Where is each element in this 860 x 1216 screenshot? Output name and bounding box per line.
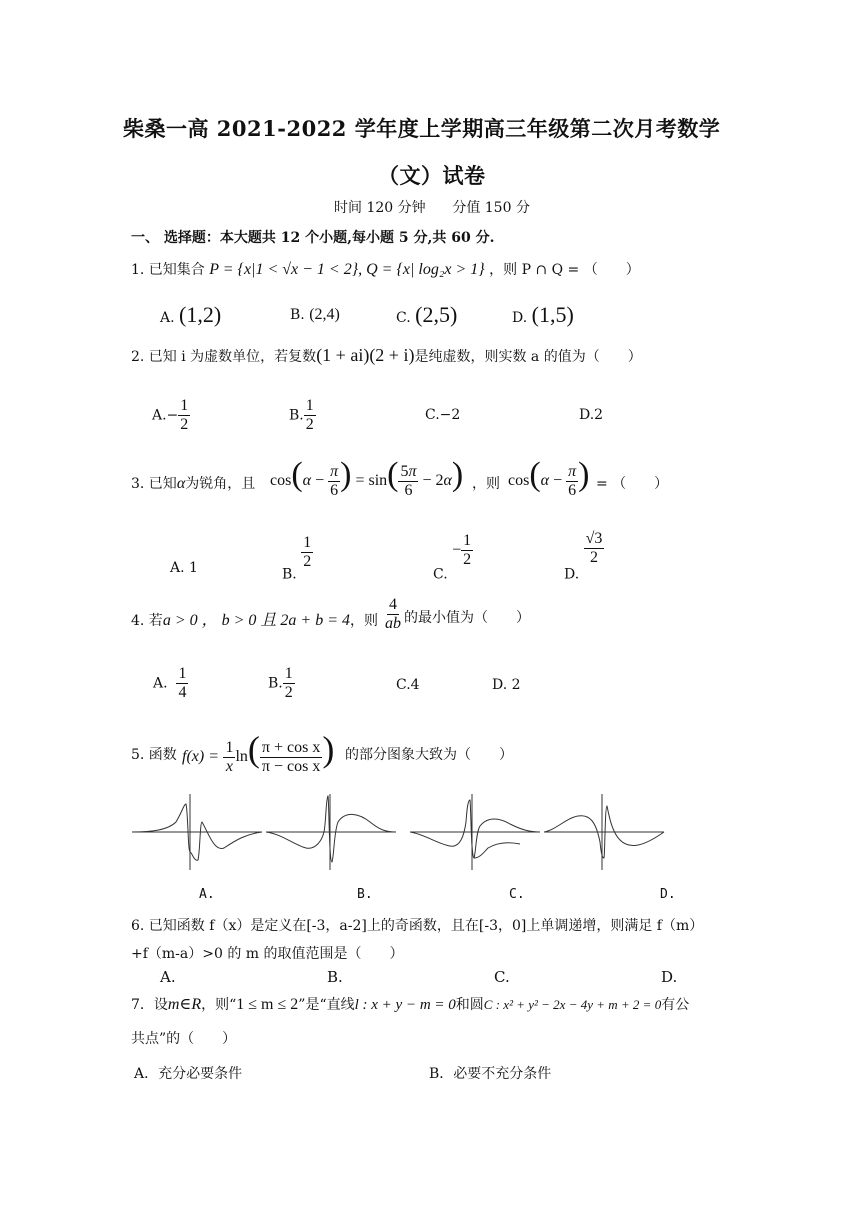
q3-option-a: A. 1 xyxy=(170,560,198,576)
q4-fraction: $\frac{4}{ab}$ xyxy=(385,596,401,632)
question-7-line2: 共点”的（ ） xyxy=(131,1031,237,1047)
graph-d xyxy=(544,792,666,872)
question-1 xyxy=(131,259,640,279)
graph-a-label: A. xyxy=(199,887,215,902)
q3-prefix: 3. 已知α为锐角，且 xyxy=(131,475,256,492)
q1-option-c: C. (2,5) xyxy=(396,302,458,327)
q2-expression: (1 + ai)(2 + i) xyxy=(316,345,415,365)
q1-suffix: ，则 P ∩ Q = （ ） xyxy=(489,262,640,278)
q2-option-a: A.− $\frac{1}{2}$ xyxy=(152,397,189,433)
question-7-line1: 7．设m∈R，则“1 ≤ m ≤ 2”是“直线l : x + y − m = 0和圆C : x² + y² − 2x − 4y + m + 2 = 0有公 xyxy=(131,996,690,1013)
q6-option-b: B. xyxy=(327,968,343,986)
question-6-line2: +f（m-a）>0 的 m 的取值范围是（ ） xyxy=(131,946,404,962)
q7-option-a: A．充分必要条件 xyxy=(134,1066,243,1082)
q2-option-b: B. $\frac{1}{2}$ xyxy=(289,397,314,433)
page-title-line2: （文）试卷 xyxy=(378,163,486,188)
graph-d-label: D. xyxy=(660,887,676,902)
page-title-line1: 柴桑一高 2021-2022 学年度上学期高三年级第二次月考数学 xyxy=(123,116,721,141)
q2-option-d: D.2 xyxy=(579,407,604,423)
section-heading: 一、 选择题：本大题共 12 个小题,每小题 5 分,共 60 分. xyxy=(131,230,495,246)
q6-option-d: D. xyxy=(661,968,678,986)
q3-equation: cos(α − $\frac{\pi}{6}$ ) = sin( $\frac{5\pi}{6}$ − 2α) xyxy=(270,456,464,499)
q1-option-b: B. (2,4) xyxy=(290,306,340,323)
graph-a xyxy=(132,792,264,872)
q5-function: f(x) = $\frac{1}{x}$ ln( $\frac{\text{π + cos x}}{\text{π − cos x}}$ ) xyxy=(182,729,335,775)
q4-option-c: C.4 xyxy=(396,677,420,693)
q3-suffix: = （ ） xyxy=(596,476,669,492)
graph-c-label: C. xyxy=(509,887,525,902)
q4-suffix: 的最小值为（ ） xyxy=(404,610,530,626)
q4-option-d: D. 2 xyxy=(492,677,521,693)
q4-option-b: B. $\frac{1}{2}$ xyxy=(268,665,293,701)
q7-option-b: B．必要不充分条件 xyxy=(429,1066,552,1082)
q2-option-c: C.−2 xyxy=(425,407,461,423)
q5-suffix: 的部分图象大致为（ ） xyxy=(345,747,513,763)
exam-info: 时间 120 分钟 分值 150 分 xyxy=(334,200,530,216)
q1-sets: P = {x|1 < √x − 1 < 2}, Q = {x| log₂x > 1} xyxy=(209,261,485,278)
question-4: 4. 若a > 0 ， b > 0 且 2a + b = 4，则 xyxy=(131,612,379,629)
q1-option-a: A. (1,2) xyxy=(160,302,222,327)
q6-option-a: A. xyxy=(160,968,176,986)
q3-option-c: C. − $\frac{1}{2}$ xyxy=(433,532,472,583)
q3-target: cos(α − $\frac{\pi}{6}$ ) xyxy=(508,456,590,499)
q4-option-a: A. $\frac{1}{4}$ xyxy=(153,665,187,701)
graph-b xyxy=(266,792,398,872)
question-2: 2. 已知 i 为虚数单位，若复数(1 + ai)(2 + i)是纯虚数，则实数 a 的值为（ ） xyxy=(131,345,642,365)
q3-option-d: D. $\frac{√3}{2}$ xyxy=(564,530,603,583)
q1-option-d: D. (1,5) xyxy=(512,302,574,327)
question-6-line1: 6. 已知函数 f（x）是定义在[-3，a-2]上的奇函数，且在[-3，0]上单调递增，则满足 f（m） xyxy=(131,918,704,934)
q6-option-c: C. xyxy=(494,968,510,986)
q5-prefix: 5. 函数 xyxy=(131,747,177,763)
q3-option-b: B. $\frac{1}{2}$ xyxy=(282,534,312,583)
q3-then: ，则 xyxy=(472,476,500,492)
q1-prefix: 1. 已知集合 xyxy=(131,262,205,278)
graph-b-label: B. xyxy=(357,887,373,902)
graph-c xyxy=(410,792,542,872)
